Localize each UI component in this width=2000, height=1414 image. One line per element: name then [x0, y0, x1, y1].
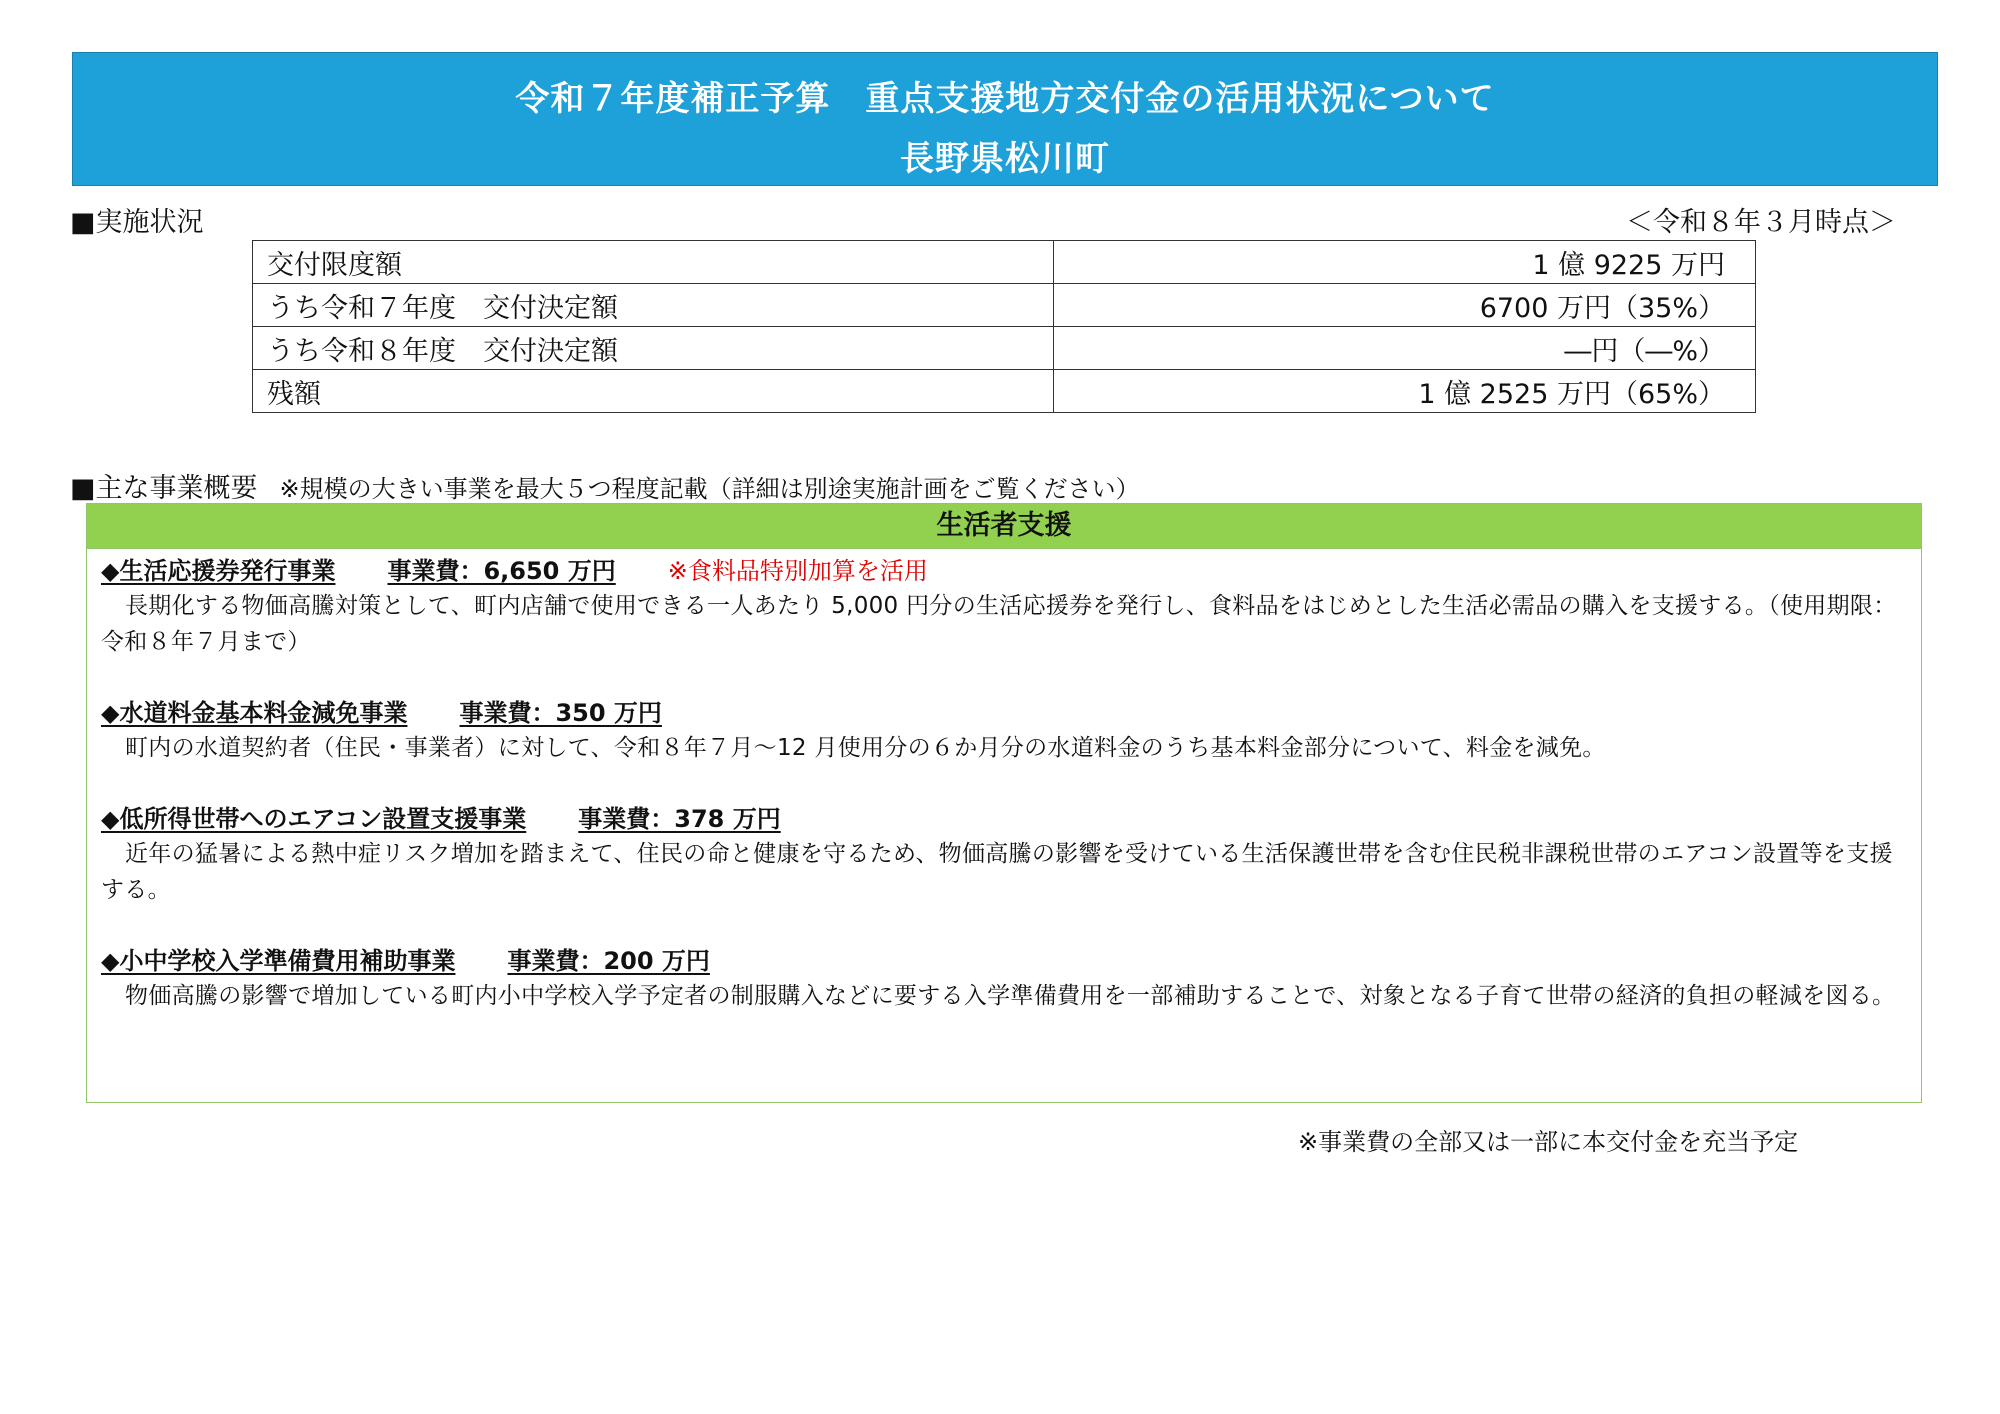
footnote: ※事業費の全部又は一部に本交付金を充当予定: [1298, 1128, 1799, 1156]
document-title: 令和７年度補正予算 重点支援地方交付金の活用状況について: [515, 79, 1495, 119]
project-title: ◆小中学校入学準備費用補助事業: [101, 947, 456, 975]
project-description: 長期化する物価高騰対策として、町内店舗で使用できる一人あたり 5,000 円分の生活応援券を発行し、食料品をはじめとした生活必需品の購入を支援する。（使用期限：令和８年７月まで）: [101, 593, 1897, 655]
table-row: [253, 241, 1756, 284]
project-cost: 事業費：350 万円: [459, 699, 662, 727]
municipality-name: 長野県松川町: [900, 139, 1110, 179]
row-label: うち令和７年度 交付決定額: [253, 284, 1054, 327]
project-item: [101, 696, 1907, 766]
project-description: 近年の猛暑による熱中症リスク増加を踏まえて、住民の命と健康を守るため、物価高騰の影響を受けている生活保護世帯を含む住民税非課税世帯のエアコン設置等を支援する。: [101, 841, 1893, 903]
project-title: ◆低所得世帯へのエアコン設置支援事業: [101, 805, 527, 833]
row-value: 6700 万円（35%）: [1054, 284, 1756, 327]
table-row: [253, 284, 1756, 327]
row-value: 1 億 2525 万円（65%）: [1054, 370, 1756, 413]
row-value: 1 億 9225 万円: [1054, 241, 1756, 284]
project-title: ◆水道料金基本料金減免事業: [101, 699, 408, 727]
projects-heading-note: ※規模の大きい事業を最大５つ程度記載（詳細は別途実施計画をご覧ください）: [279, 475, 1140, 503]
project-title: ◆生活応援券発行事業: [101, 557, 336, 585]
project-item: [101, 554, 1907, 660]
table-row: [253, 370, 1756, 413]
as-of-date: ＜令和８年３月時点＞: [1626, 207, 1896, 238]
project-item: [101, 802, 1907, 908]
projects-section-heading: [70, 466, 1140, 505]
row-label: うち令和８年度 交付決定額: [253, 327, 1054, 370]
summary-table: [252, 240, 1756, 413]
project-cost: 事業費：200 万円: [507, 947, 710, 975]
project-cost: 事業費：378 万円: [578, 805, 781, 833]
row-label: 残額: [253, 370, 1054, 413]
status-section-heading: ■実施状況: [70, 207, 204, 238]
category-header: 生活者支援: [87, 504, 1921, 549]
table-row: [253, 327, 1756, 370]
project-cost: 事業費：6,650 万円: [387, 557, 616, 585]
project-note: ※食料品特別加算を活用: [667, 557, 928, 585]
projects-panel: [86, 503, 1922, 1103]
project-description: 町内の水道契約者（住民・事業者）に対して、令和８年７月～12 月使用分の６か月分の水道料金のうち基本料金部分について、料金を減免。: [125, 735, 1606, 761]
row-label: 交付限度額: [253, 241, 1054, 284]
row-value: ―円（―%）: [1054, 327, 1756, 370]
project-item: [101, 944, 1907, 1014]
projects-heading-text: ■主な事業概要: [70, 473, 258, 504]
title-banner: [72, 52, 1938, 186]
project-description: 物価高騰の影響で増加している町内小中学校入学予定者の制服購入などに要する入学準備費用を一部補助することで、対象となる子育て世帯の経済的負担の軽減を図る。: [125, 983, 1896, 1009]
